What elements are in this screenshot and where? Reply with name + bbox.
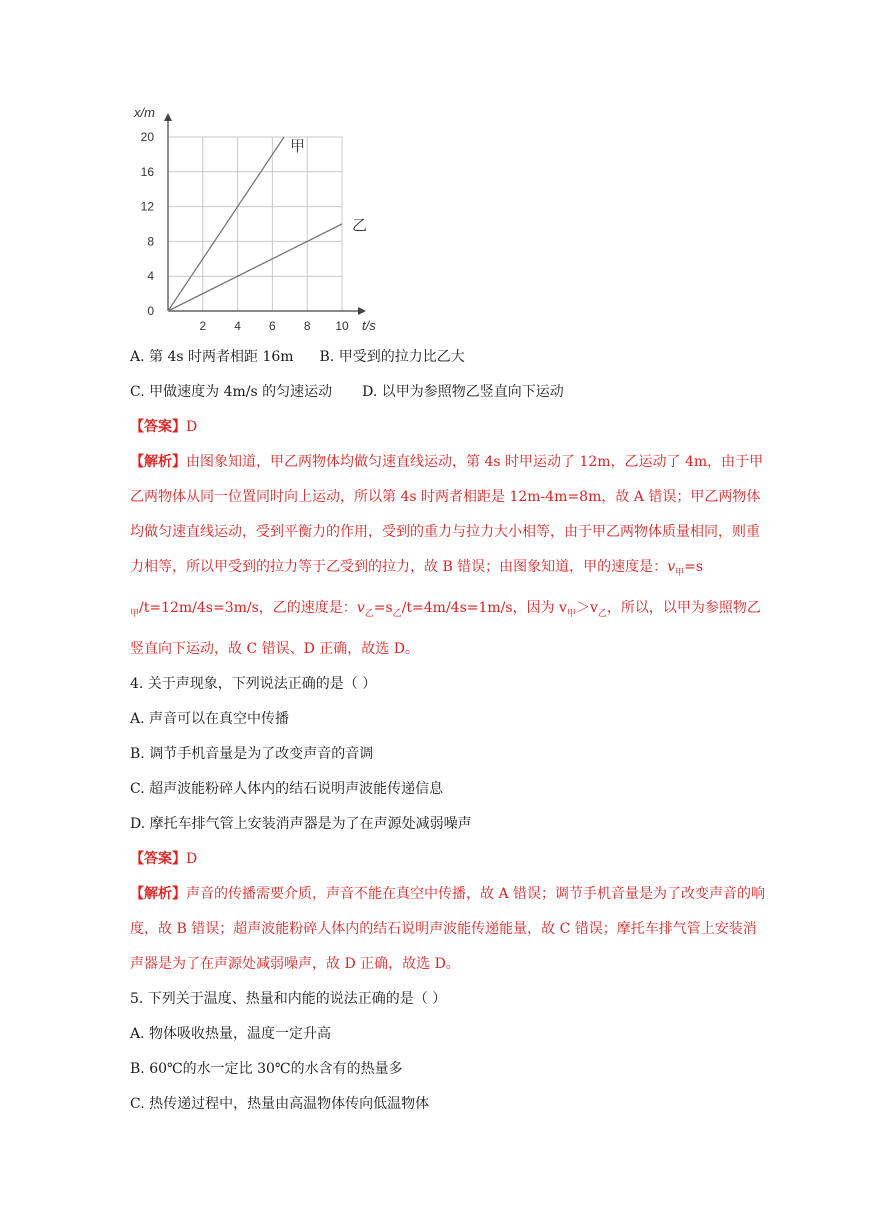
q5-option-a[interactable]: A. 物体吸收热量，温度一定升高 [130,1025,332,1042]
x-tick-label: 8 [303,319,311,333]
series-line [168,224,342,311]
y-tick-label: 16 [140,164,154,179]
q3-options-cd [130,375,770,410]
q4-answer [130,842,770,877]
distance-time-chart [128,100,378,345]
analysis-text: 由图象知道，甲乙两物体均做匀速直线运动，第 4s 时甲运动了 12m，乙运动了 4m，由于甲乙两物体从同一位置同时向上运动，所以第 4s 时两者相距是 12m-4m=8m，故 A 错误；甲乙两物体均做匀速直线运动，受到平衡力的作用，受到的重力与拉力大小相等，由于甲乙两物体质量相同，则重力相等，所以甲受到的拉力等于乙受到的拉力，故 B 错误；由图象知道，甲的速度是： [130,454,764,575]
q5-option-c[interactable]: C. 热传递过程中，热量由高温物体传向低温物体 [130,1095,430,1112]
answer-value: D [186,850,198,867]
q4-option-b[interactable]: B. 调节手机音量是为了改变声音的音调 [130,745,374,762]
q5-option-b[interactable]: B. 60℃的水一定比 30℃的水含有的热量多 [130,1060,403,1077]
equation-part: /t=4m/4s=1m/s，因为 v [401,599,567,616]
y-axis-arrow [164,113,172,121]
subscript-yi: 乙 [392,608,402,619]
y-axis-label: x/m [134,105,155,120]
q3-option-a[interactable]: A. 第 4s 时两者相距 16m [130,349,294,365]
analysis-tag: 【解析】 [130,885,186,902]
equation-part: =s [373,599,393,616]
chart-axis-labels [133,105,376,333]
velocity-symbol: v [356,599,365,616]
x-axis-label: t/s [362,318,376,333]
equation-part: =s [684,559,704,575]
chart-series [168,137,367,311]
q3-option-b[interactable]: B. 甲受到的拉力比乙大 [319,349,465,365]
y-tick-label: 8 [147,234,154,249]
subscript-jia: 甲 [566,608,576,619]
subscript-yi: 乙 [364,608,374,619]
q4-stem: 4. 关于声现象，下列说法正确的是（ ） [130,675,377,692]
answer-tag: 【答案】 [130,850,186,867]
q4-option-a[interactable]: A. 声音可以在真空中传播 [130,710,290,727]
x-tick-label: 2 [199,319,207,333]
subscript-yi: 乙 [597,608,607,619]
answer-tag: 【答案】 [130,419,186,435]
analysis-text: 声音的传播需要介质，声音不能在真空中传播，故 A 错误；调节手机音量是为了改变声音的响度，故 B 错误；超声波能粉碎人体内的结石说明声波能传递能量，故 C 错误；摩托车排气管上安装消声器是为了在声源处减弱噪声，故 D 正确，故选 D。 [130,885,766,972]
subscript-jia: 甲 [675,567,685,578]
q4-analysis [130,877,770,982]
series-label: 乙 [352,217,368,234]
y-tick-label: 20 [140,130,154,144]
analysis-tag: 【解析】 [130,454,186,470]
q4-option-d[interactable]: D. 摩托车排气管上安装消声器是为了在声源处减弱噪声 [130,815,472,832]
q5-stem: 5. 下列关于温度、热量和内能的说法正确的是（ ） [130,990,447,1007]
question-content [130,340,770,1122]
x-axis-arrow [358,307,366,315]
chart-axes [164,113,366,315]
q3-option-d[interactable]: D. 以甲为参照物乙竖直向下运动 [362,384,564,400]
series-label: 甲 [290,138,306,155]
equation-part: /t=12m/4s=3m/s，乙的速度是： [139,599,357,616]
series-line [168,137,284,311]
chart-tick-labels [141,130,349,333]
x-tick-label: 4 [234,319,241,333]
equation-part: ＞v [575,599,598,616]
x-tick-label: 10 [335,319,349,333]
q3-options-ab [130,340,770,375]
chart-grid [168,137,342,311]
q3-analysis [130,445,770,667]
subscript-jia: 甲 [130,608,140,619]
y-tick-label: 12 [140,199,154,214]
q3-option-c[interactable]: C. 甲做速度为 4m/s 的匀速运动 [130,384,333,400]
velocity-symbol: v [667,559,676,575]
q4-option-c[interactable]: C. 超声波能粉碎人体内的结石说明声波能传递信息 [130,780,444,797]
equation-part: ，所以，以甲为参照物乙竖直向下运动，故 C 错误、D 正确，故选 D。 [130,599,761,657]
answer-value: D [186,419,198,435]
y-tick-label: 0 [147,304,154,318]
x-tick-label: 6 [269,319,276,333]
y-tick-label: 4 [147,269,154,284]
q3-answer [130,410,770,445]
